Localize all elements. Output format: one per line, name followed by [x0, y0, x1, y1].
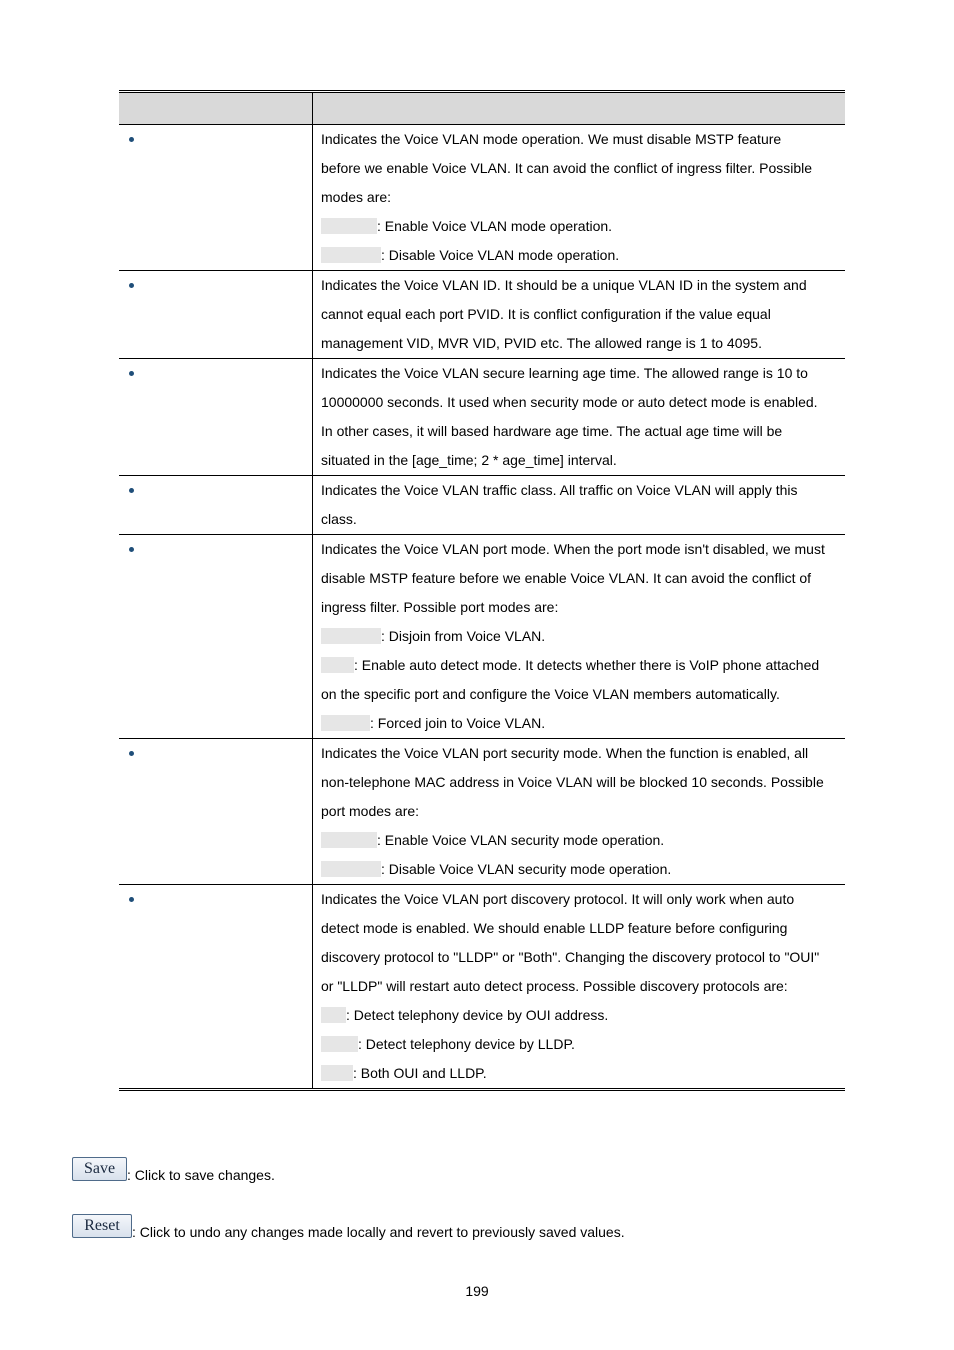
- description-line: [321, 183, 839, 212]
- description-line: [321, 797, 839, 826]
- description-line: [321, 154, 839, 183]
- object-cell: [119, 271, 313, 358]
- bullet-icon: [129, 283, 134, 288]
- object-cell: [119, 739, 313, 884]
- description-line: [321, 535, 839, 564]
- description-cell: [313, 125, 845, 270]
- object-cell: [119, 476, 313, 534]
- description-line: [321, 241, 839, 270]
- description-text: Indicates the Voice VLAN secure learning age time. The allowed range is 10 to: [321, 365, 808, 381]
- bullet-icon: [129, 547, 134, 552]
- table-row: [119, 125, 845, 271]
- description-text: Indicates the Voice VLAN traffic class. All traffic on Voice VLAN will apply this: [321, 482, 798, 498]
- description-line: [321, 125, 839, 154]
- description-line: [321, 622, 839, 651]
- description-cell: [313, 535, 845, 738]
- description-line: [321, 593, 839, 622]
- description-text: Indicates the Voice VLAN mode operation. We must disable MSTP feature: [321, 131, 782, 147]
- description-line: [321, 564, 839, 593]
- description-text: Indicates the Voice VLAN port mode. When the port mode isn't disabled, we must: [321, 541, 825, 557]
- description-text: detect mode is enabled. We should enable LLDP feature before configuring: [321, 920, 788, 936]
- description-text: : Both OUI and LLDP.: [353, 1065, 487, 1081]
- description-text: or "LLDP" will restart auto detect process. Possible discovery protocols are:: [321, 978, 788, 994]
- description-line: [321, 768, 839, 797]
- header-cell-description: [313, 93, 845, 124]
- description-text: management VID, MVR VID, PVID etc. The allowed range is 1 to 4095.: [321, 335, 762, 351]
- table-row: [119, 535, 845, 739]
- save-description: : Click to save changes.: [127, 1167, 275, 1183]
- description-line: [321, 1001, 839, 1030]
- description-line: [321, 1059, 839, 1088]
- bullet-icon: [129, 371, 134, 376]
- bullet-icon: [129, 488, 134, 493]
- description-line: [321, 739, 839, 768]
- table-row: [119, 476, 845, 535]
- description-line: [321, 446, 839, 475]
- reset-help: [72, 1214, 625, 1238]
- description-text: : Detect telephony device by LLDP.: [358, 1036, 575, 1052]
- description-text: : Detect telephony device by OUI address.: [346, 1007, 609, 1023]
- parameter-table: [119, 90, 845, 1091]
- table-body: [119, 125, 845, 1088]
- description-text: cannot equal each port PVID. It is conflict configuration if the value equal: [321, 306, 771, 322]
- option-name-placeholder: [321, 657, 354, 673]
- description-text: port modes are:: [321, 803, 420, 819]
- description-line: [321, 300, 839, 329]
- header-cell-object: [119, 93, 313, 124]
- save-button[interactable]: Save: [72, 1157, 127, 1181]
- description-line: [321, 417, 839, 446]
- description-cell: [313, 271, 845, 358]
- option-name-placeholder: [321, 1036, 358, 1052]
- bullet-icon: [129, 897, 134, 902]
- description-cell: [313, 359, 845, 475]
- option-name-placeholder: [321, 861, 381, 877]
- option-name-placeholder: [321, 832, 377, 848]
- description-text: situated in the [age_time; 2 * age_time] interval.: [321, 452, 617, 468]
- description-text: class.: [321, 511, 357, 527]
- description-text: : Enable auto detect mode. It detects whether there is VoIP phone attached: [354, 657, 820, 673]
- description-cell: [313, 739, 845, 884]
- page-number: 199: [465, 1283, 489, 1299]
- object-cell: [119, 125, 313, 270]
- description-line: [321, 476, 839, 505]
- description-line: [321, 329, 839, 358]
- description-line: [321, 709, 839, 738]
- description-text: non-telephone MAC address in Voice VLAN will be blocked 10 seconds. Possible: [321, 774, 824, 790]
- description-text: ingress filter. Possible port modes are:: [321, 599, 559, 615]
- reset-button[interactable]: Reset: [72, 1214, 132, 1238]
- object-cell: [119, 535, 313, 738]
- description-line: [321, 943, 839, 972]
- description-cell: [313, 885, 845, 1088]
- table-row: [119, 359, 845, 476]
- description-text: on the specific port and configure the Voice VLAN members automatically.: [321, 686, 780, 702]
- description-text: disable MSTP feature before we enable Voice VLAN. It can avoid the conflict of: [321, 570, 812, 586]
- description-text: before we enable Voice VLAN. It can avoid the conflict of ingress filter. Possible: [321, 160, 813, 176]
- description-line: [321, 972, 839, 1001]
- description-text: : Enable Voice VLAN mode operation.: [377, 218, 613, 234]
- save-help: [72, 1157, 275, 1181]
- option-name-placeholder: [321, 1065, 353, 1081]
- object-cell: [119, 359, 313, 475]
- table-row: [119, 271, 845, 359]
- description-line: [321, 1030, 839, 1059]
- description-line: [321, 680, 839, 709]
- description-line: [321, 271, 839, 300]
- description-text: discovery protocol to "LLDP" or "Both". Changing the discovery protocol to "OUI": [321, 949, 820, 965]
- reset-description: : Click to undo any changes made locally and revert to previously saved values.: [132, 1224, 625, 1240]
- option-name-placeholder: [321, 218, 377, 234]
- description-text: : Forced join to Voice VLAN.: [370, 715, 546, 731]
- description-text: : Disable Voice VLAN mode operation.: [381, 247, 620, 263]
- table-header: [119, 93, 845, 125]
- description-text: In other cases, it will based hardware age time. The actual age time will be: [321, 423, 783, 439]
- description-line: [321, 212, 839, 241]
- description-cell: [313, 476, 845, 534]
- table-row: [119, 885, 845, 1088]
- option-name-placeholder: [321, 1007, 346, 1023]
- description-line: [321, 505, 839, 534]
- option-name-placeholder: [321, 247, 381, 263]
- description-line: [321, 914, 839, 943]
- object-cell: [119, 885, 313, 1088]
- description-line: [321, 388, 839, 417]
- description-line: [321, 826, 839, 855]
- description-text: Indicates the Voice VLAN ID. It should be a unique VLAN ID in the system and: [321, 277, 807, 293]
- description-text: : Enable Voice VLAN security mode operation.: [377, 832, 665, 848]
- bullet-icon: [129, 137, 134, 142]
- description-line: [321, 359, 839, 388]
- description-text: : Disjoin from Voice VLAN.: [381, 628, 546, 644]
- description-text: 10000000 seconds. It used when security mode or auto detect mode is enabled.: [321, 394, 818, 410]
- description-text: Indicates the Voice VLAN port discovery protocol. It will only work when auto: [321, 891, 795, 907]
- description-text: : Disable Voice VLAN security mode operation.: [381, 861, 672, 877]
- description-line: [321, 651, 839, 680]
- description-text: Indicates the Voice VLAN port security mode. When the function is enabled, all: [321, 745, 809, 761]
- option-name-placeholder: [321, 628, 381, 644]
- option-name-placeholder: [321, 715, 370, 731]
- description-line: [321, 885, 839, 914]
- bullet-icon: [129, 751, 134, 756]
- table-row: [119, 739, 845, 885]
- description-text: modes are:: [321, 189, 392, 205]
- description-line: [321, 855, 839, 884]
